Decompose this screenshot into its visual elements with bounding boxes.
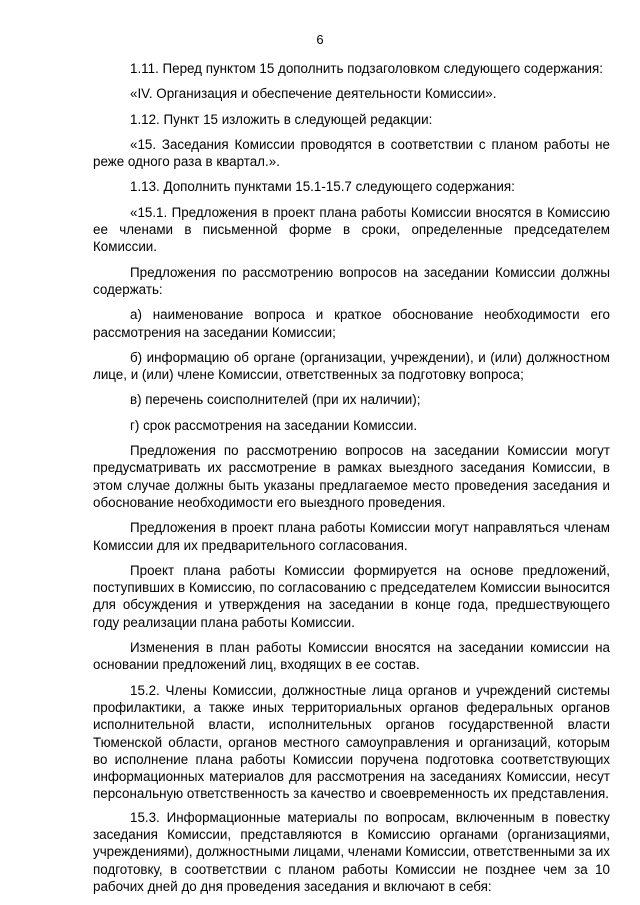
paragraph-plan-formation: Проект плана работы Комиссии формируется на основе предложений, поступивших в Комиссию, по согласованию с председателем Комиссии выносится для обсуждения и утверждения на заседании в конце года, предшествующего году реализации плана работы Комиссии. <box>93 562 610 630</box>
paragraph-section-heading-quote: «IV. Организация и обеспечение деятельности Комиссии». <box>130 86 497 102</box>
paragraph-offsite-meeting: Предложения по рассмотрению вопросов на заседании Комиссии могут предусматривать их рассмотрение в рамках выездного заседания Комиссии, в этом случае должны быть указаны предлагаемое место проведения заседания и обоснование необходимости его выездного проведения. <box>93 443 610 510</box>
paragraph-1-12: 1.12. Пункт 15 изложить в следующей редакции: <box>130 111 433 127</box>
list-item-g: г) срок рассмотрения на заседании Комиссии. <box>130 417 418 433</box>
list-item-b: б) информацию об органе (организации, учреждении), и (или) должностном лице, и (или) члене Комиссии, ответственных за подготовку вопроса; <box>93 349 610 383</box>
document-body <box>93 60 610 901</box>
paragraph-item-15: «15. Заседания Комиссии проводятся в соответствии с планом работы не реже одного раза в квартал.». <box>93 136 610 170</box>
paragraph-proposals-contents: Предложения по рассмотрению вопросов на заседании Комиссии должны содержать: <box>93 264 610 297</box>
paragraph-1-11: 1.11. Перед пунктом 15 дополнить подзаголовком следующего содержания: <box>130 61 603 76</box>
paragraph-preliminary-approval: Предложения в проект плана работы Комиссии могут направляться членам Комиссии для их предварительного согласования. <box>93 520 610 553</box>
list-item-a: а) наименование вопроса и краткое обоснование необходимости его рассмотрения на заседании Комиссии; <box>93 307 610 340</box>
paragraph-item-15-2: 15.2. Члены Комиссии, должностные лица органов и учреждений системы профилактики, а также иных территориальных органов федеральных органов исполнительной власти, исполнительных органов государственной власти Тюменской области, органов местного самоуправления и организаций, которым во исполнение плана работы Комиссии поручена подготовка соответствующих информационных материалов для рассмотрения на заседаниях Комиссии, несут персональную ответственность за качество и своевременность их представления. <box>93 682 610 802</box>
list-item-v: в) перечень соисполнителей (при их наличии); <box>130 392 421 408</box>
paragraph-item-15-1: «15.1. Предложения в проект плана работы Комиссии вносятся в Комиссию ее членами в письменной форме в сроки, определенные председателем Комиссии. <box>93 204 610 255</box>
page-number: 6 <box>316 32 324 47</box>
paragraph-plan-changes: Изменения в план работы Комиссии вносятся на заседании комиссии на основании предложений лиц, входящих в ее состав. <box>93 640 610 673</box>
paragraph-item-15-3: 15.3. Информационные материалы по вопросам, включенным в повестку заседания Комиссии, представляются в Комиссию органами (организациями, учреждениями), должностными лицами, членами Комиссии, ответственными за их подготовку, в соответствии с планом работы Комиссии не позднее чем за 10 рабочих дней до дня проведения заседания и включают в себя: <box>93 809 610 894</box>
paragraph-1-13: 1.13. Дополнить пунктами 15.1-15.7 следующего содержания: <box>130 179 515 195</box>
